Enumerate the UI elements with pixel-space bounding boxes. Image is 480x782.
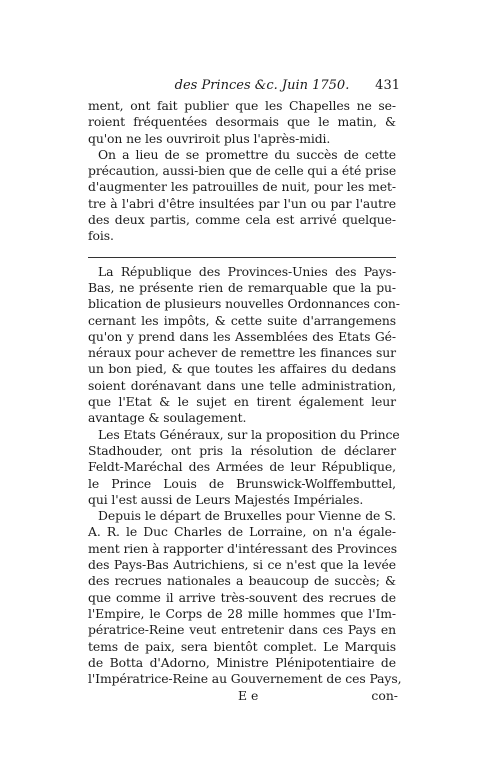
text-line: blication de plusieurs nouvelles Ordonnances con- (88, 296, 400, 312)
signature-mark: E e (238, 688, 259, 704)
text-line: soient dorénavant dans une telle administration, (88, 377, 396, 393)
page-number: 431 (375, 78, 400, 93)
text-line: des Pays-Bas Autrichiens, si ce n'est que la levée (88, 557, 396, 573)
text-line: des deux partis, comme cela est arrivé quelque- (88, 212, 396, 228)
text-line: Les Etats Généraux, sur la proposition du Prince (98, 426, 400, 442)
text-line: On a lieu de se promettre du succès de cette (98, 146, 396, 162)
running-title: des Princes &c. Juin 1750. (174, 78, 350, 93)
text-line: La République des Provinces-Unies des Pays- (98, 263, 396, 279)
article-2 (88, 263, 402, 688)
text-line: avantage & soulagement. (88, 410, 247, 426)
text-line: A. R. le Duc Charles de Lorraine, on n'a égale- (88, 524, 396, 540)
text-line: Bas, ne présente rien de remarquable que la pu- (88, 279, 396, 295)
text-line: fois. (88, 228, 114, 244)
text-line: des recrues nationales a beaucoup de succès; & (88, 573, 396, 589)
text-line: Feldt-Maréchal des Armées de leur République, (88, 459, 396, 475)
text-line: l'Impératrice-Reine au Gouvernement de ces Pays, (88, 671, 402, 687)
text-line: que comme il arrive très-souvent des recrues de (88, 589, 396, 605)
text-line: cernant les impôts, & cette suite d'arrangemens (88, 312, 396, 328)
text-line: Stadhouder, ont pris la résolution de déclarer (88, 442, 396, 458)
article-1 (88, 98, 396, 245)
text-line: roient fréquentées desormais que le matin, & (88, 114, 396, 130)
text-line: pératrice-Reine veut entretenir dans ces Pays en (88, 622, 396, 638)
text-line: un bon pied, & que toutes les affaires du dedans (88, 361, 396, 377)
text-line: qu'on ne les ouvriroit plus l'après-midi. (88, 130, 331, 146)
text-line: d'augmenter les patrouilles de nuit, pour les met- (88, 179, 396, 195)
text-line: ment rien à rapporter d'intéressant des Provinces (88, 540, 397, 556)
text-line: de Botta d'Adorno, Ministre Plénipotentiaire de (88, 654, 396, 670)
text-line: qu'on y prend dans les Assemblées des Etats Gé- (88, 328, 396, 344)
text-line: ment, ont fait publier que les Chapelles ne se- (88, 98, 396, 113)
text-line: précaution, aussi-bien que de celle qui a été prise (88, 163, 397, 179)
section-divider (88, 257, 396, 258)
text-line: tems de paix, sera bientôt complet. Le Marquis (88, 638, 396, 654)
running-head (88, 78, 400, 96)
text-line: le Prince Louis de Brunswick-Wolffembuttel, (88, 475, 396, 491)
page-footer (88, 688, 396, 706)
text-line: néraux pour achever de remettre les finances sur (88, 345, 396, 361)
book-page (88, 78, 402, 706)
catchword: con- (371, 688, 398, 704)
text-line: qui l'est aussi de Leurs Majestés Impériales. (88, 491, 364, 507)
text-line: que l'Etat & le sujet en tirent également leur (88, 394, 396, 410)
text-line: tre à l'abri d'être insultées par l'un ou par l'autre (88, 195, 396, 211)
text-line: l'Empire, le Corps de 28 mille hommes que l'Im- (88, 605, 396, 621)
text-line: Depuis le départ de Bruxelles pour Vienne de S. (98, 508, 396, 524)
